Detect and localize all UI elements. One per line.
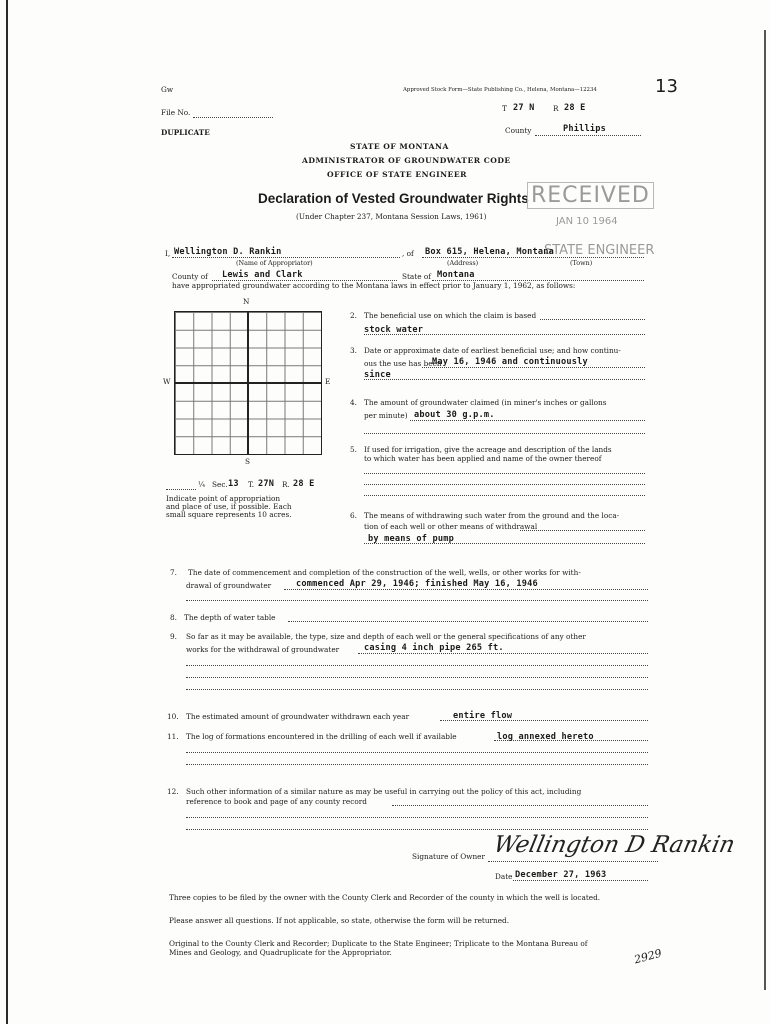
map-east: E bbox=[325, 377, 331, 386]
claimant-name-line bbox=[172, 257, 400, 258]
q12-text-1: Such other information of a similar nature as may be useful in carrying out the policy of this act, including bbox=[186, 787, 582, 796]
claimant-of-label: , of bbox=[402, 249, 414, 258]
q5-text-2: to which water has been applied and name of the owner thereof bbox=[364, 454, 602, 463]
q9-line-1 bbox=[358, 653, 648, 654]
document-number: 13 bbox=[655, 76, 678, 97]
q9-answer: casing 4 inch pipe 265 ft. bbox=[364, 643, 504, 653]
q5-text-1: If used for irrigation, give the acreage and description of the lands bbox=[364, 445, 612, 454]
q3-text-1: Date or approximate date of earliest beneficial use; and how continu- bbox=[364, 346, 621, 355]
claimant-town-caption: (Town) bbox=[570, 259, 593, 267]
received-stamp-date: JAN 10 1964 bbox=[556, 216, 618, 227]
header-office: OFFICE OF STATE ENGINEER bbox=[327, 170, 467, 179]
county-of-label: County of bbox=[172, 272, 208, 281]
claimant-statement: have appropriated groundwater according to the Montana laws in effect prior to January 1, 1962, as follows: bbox=[172, 281, 576, 290]
rng-value: 28 E bbox=[293, 479, 315, 489]
q5-number: 5. bbox=[350, 445, 357, 454]
header-administrator: ADMINISTRATOR OF GROUNDWATER CODE bbox=[302, 156, 511, 165]
q11-number: 11. bbox=[167, 732, 179, 741]
q12-text-2: reference to book and page of any county record bbox=[186, 797, 367, 806]
q7-line-1 bbox=[284, 589, 648, 590]
page-subtitle: (Under Chapter 237, Montana Session Laws, 1961) bbox=[296, 212, 487, 221]
q3-number: 3. bbox=[350, 346, 357, 355]
claimant-address-caption: (Address) bbox=[447, 259, 479, 267]
q6-number: 6. bbox=[350, 511, 357, 520]
q12-number: 12. bbox=[167, 787, 179, 796]
header-state: STATE OF MONTANA bbox=[350, 142, 449, 151]
q9-line-3 bbox=[186, 677, 648, 678]
printer-reference: Approved Stock Form—State Publishing Co., Helena, Montana—12234 bbox=[403, 87, 597, 93]
quarter-line bbox=[166, 489, 196, 490]
quarter-label: ¼ bbox=[198, 480, 206, 489]
signature-label: Signature of Owner bbox=[412, 852, 485, 861]
q7-text-2: drawal of groundwater bbox=[186, 581, 272, 590]
q5-line-2 bbox=[364, 484, 645, 485]
sec-label: Sec. bbox=[212, 480, 228, 489]
q2-line-2 bbox=[364, 334, 645, 335]
q6-answer: by means of pump bbox=[368, 534, 454, 544]
q8-number: 8. bbox=[170, 613, 177, 622]
scan-left-edge bbox=[6, 0, 8, 1024]
footer-line-3: Original to the County Clerk and Recorder; Duplicate to the State Engineer; Triplicate to the Montana Bureau of bbox=[169, 939, 588, 948]
sec-value: 13 bbox=[228, 479, 239, 489]
county-top-value: Phillips bbox=[563, 124, 606, 134]
township-value: 27 N bbox=[513, 103, 535, 113]
q8-text: The depth of water table bbox=[184, 613, 276, 622]
page-title: Declaration of Vested Groundwater Rights bbox=[258, 191, 529, 206]
owner-signature: Wellington D Rankin bbox=[491, 832, 738, 858]
q4-text-1: The amount of groundwater claimed (in miner's inches or gallons bbox=[364, 398, 607, 407]
q5-line-1 bbox=[364, 473, 645, 474]
date-label: Date bbox=[495, 872, 513, 881]
q11-answer: log annexed hereto bbox=[497, 732, 594, 742]
q10-number: 10. bbox=[167, 712, 179, 721]
claimant-name-caption: (Name of Appropriator) bbox=[236, 259, 313, 267]
q10-line bbox=[440, 720, 648, 721]
scan-right-edge bbox=[764, 30, 766, 990]
q11-text: The log of formations encountered in the drilling of each well if available bbox=[186, 732, 457, 741]
q2-answer: stock water bbox=[364, 325, 424, 335]
q2-number: 2. bbox=[350, 311, 357, 320]
state-of-value: Montana bbox=[437, 270, 475, 280]
claimant-address: Box 615, Helena, Montana bbox=[425, 247, 554, 257]
q8-line bbox=[288, 621, 648, 622]
q5-line-3 bbox=[364, 495, 645, 496]
received-stamp: RECEIVED bbox=[527, 182, 654, 209]
range-r-label: R bbox=[553, 104, 559, 113]
q9-text-1: So far as it may be available, the type, size and depth of each well or the general specifications of any other bbox=[186, 632, 586, 641]
q11-line-1 bbox=[494, 740, 648, 741]
q2-text: The beneficial use on which the claim is based bbox=[364, 311, 537, 320]
q12-line-2 bbox=[186, 817, 648, 818]
q4-answer: about 30 g.p.m. bbox=[414, 410, 495, 420]
q2-line-1 bbox=[540, 319, 645, 320]
file-no-label: File No. bbox=[161, 108, 191, 117]
county-top-line bbox=[535, 135, 641, 136]
q10-answer: entire flow bbox=[453, 711, 513, 721]
signature-line bbox=[488, 861, 658, 862]
map-note-1: Indicate point of appropriation bbox=[166, 494, 281, 503]
q4-line-1 bbox=[410, 420, 645, 421]
map-north: N bbox=[243, 297, 250, 306]
q6-line-2 bbox=[364, 543, 645, 544]
claimant-prefix: I, bbox=[165, 249, 171, 258]
footer-line-2: Please answer all questions. If not applicable, so state, otherwise the form will be returned. bbox=[169, 916, 510, 925]
q6-text-1: The means of withdrawing such water from the ground and the loca- bbox=[364, 511, 620, 520]
q6-line-1 bbox=[520, 530, 645, 531]
q9-text-2: works for the withdrawal of groundwater bbox=[186, 645, 340, 654]
date-value: December 27, 1963 bbox=[515, 870, 607, 880]
q7-text-1: The date of commencement and completion of the construction of the well, wells, or other works for with- bbox=[188, 568, 581, 577]
file-no-line bbox=[193, 117, 273, 118]
q4-text-2: per minute) bbox=[364, 411, 408, 420]
q7-number: 7. bbox=[170, 568, 177, 577]
q9-line-4 bbox=[186, 689, 648, 690]
twp-label: T. bbox=[248, 480, 255, 489]
q7-line-2 bbox=[186, 600, 648, 601]
duplicate-label: DUPLICATE bbox=[161, 128, 210, 137]
q3-line-1 bbox=[422, 367, 645, 368]
q3-answer-2: since bbox=[364, 370, 391, 380]
county-of-value: Lewis and Clark bbox=[222, 270, 303, 280]
received-stamp-engineer: STATE ENGINEER bbox=[544, 243, 655, 258]
county-top-label: County bbox=[505, 126, 532, 135]
q10-text: The estimated amount of groundwater withdrawn each year bbox=[186, 712, 410, 721]
q12-line-3 bbox=[186, 829, 648, 830]
q12-line-1 bbox=[392, 805, 648, 806]
q11-line-2 bbox=[186, 752, 648, 753]
range-value: 28 E bbox=[564, 103, 586, 113]
map-note-2: and place of use, if possible. Each bbox=[166, 502, 292, 511]
q9-line-2 bbox=[186, 665, 648, 666]
claimant-name: Wellington D. Rankin bbox=[174, 247, 282, 257]
twp-value: 27N bbox=[258, 479, 275, 489]
q9-number: 9. bbox=[170, 632, 177, 641]
page-reference: 2929 bbox=[632, 946, 664, 967]
township-t-label: T bbox=[502, 104, 507, 113]
gw-label: Gw bbox=[161, 85, 174, 94]
q3-answer-1: May 16, 1946 and continuously bbox=[432, 357, 588, 367]
state-of-label: State of bbox=[402, 272, 431, 281]
q3-text-2: ous the use has been bbox=[364, 359, 442, 368]
rng-label: R. bbox=[282, 480, 290, 489]
q3-line-2 bbox=[364, 379, 645, 380]
claimant-address-line bbox=[422, 257, 644, 258]
q4-number: 4. bbox=[350, 398, 357, 407]
map-south: S bbox=[245, 457, 250, 466]
section-map-grid bbox=[174, 311, 322, 455]
map-west: W bbox=[163, 377, 171, 386]
footer-line-1: Three copies to be filed by the owner with the County Clerk and Recorder of the county in which the well is located. bbox=[169, 893, 601, 902]
q7-answer: commenced Apr 29, 1946; finished May 16, 1946 bbox=[296, 579, 538, 589]
q11-line-3 bbox=[186, 764, 648, 765]
q4-line-2 bbox=[364, 433, 645, 434]
footer-line-4: Mines and Geology, and Quadruplicate for the Appropriator. bbox=[169, 948, 392, 957]
map-note-3: small square represents 10 acres. bbox=[166, 510, 292, 519]
q6-text-2: tion of each well or other means of withdrawal bbox=[364, 522, 538, 531]
date-line bbox=[513, 880, 648, 881]
